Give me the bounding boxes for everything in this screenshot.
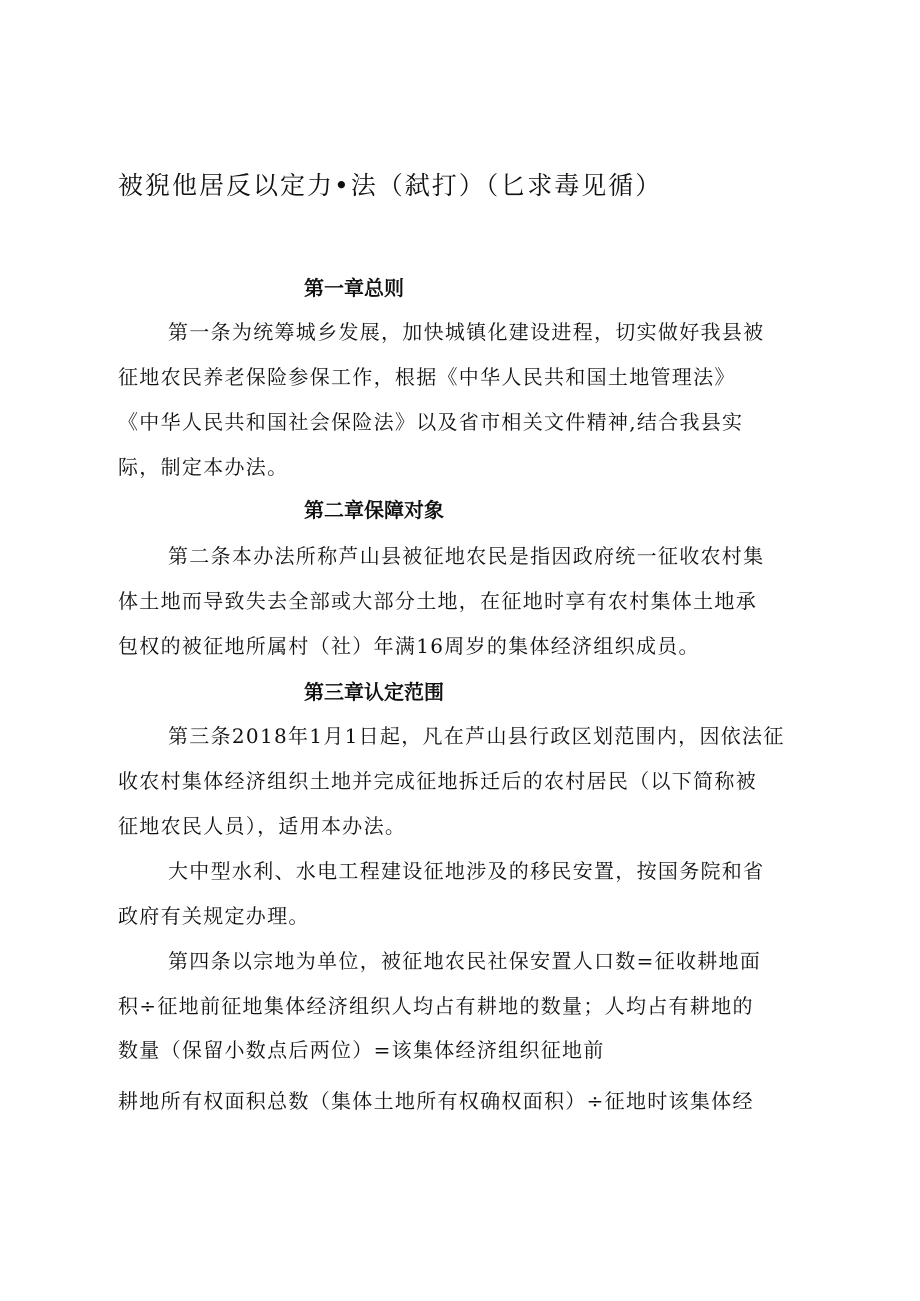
paragraph-line: 收农村集体经济组织土地并完成征地拆迁后的农村居民（以下简称被 [118, 769, 757, 793]
paragraph-line: 包权的被征地所属村（社）年满16周岁的集体经济组织成员。 [118, 634, 700, 658]
paragraph-line: 积÷征地前征地集体经济组织人均占有耕地的数量；人均占有耕地的 [118, 994, 754, 1018]
paragraph-line: 际，制定本办法。 [118, 455, 289, 479]
chapter-2-heading: 第二章保障对象 [304, 498, 444, 522]
paragraph-line: 体土地而导致失去全部或大部分土地，在征地时享有农村集体土地承 [118, 589, 757, 613]
paragraph-line: 征地农民人员），适用本办法。 [118, 814, 407, 838]
paragraph-line: 数量（保留小数点后两位）=该集体经济组织征地前 [118, 1038, 605, 1062]
paragraph-line: 《中华人民共和国社会保险法》以及省市相关文件精神,结合我县实 [118, 410, 744, 434]
chapter-1-heading: 第一章总则 [304, 276, 404, 300]
paragraph-line: 第二条本办法所称芦山县被征地农民是指因政府统一征收农村集 [168, 544, 765, 568]
paragraph-line: 耕地所有权面积总数（集体土地所有权确权面积）÷征地时该集体经 [118, 1089, 754, 1113]
paragraph-line: 第三条2018年1月1日起，凡在芦山县行政区划范围内，因依法征 [168, 724, 785, 748]
paragraph-line: 政府有关规定办理。 [118, 904, 310, 928]
paragraph-line: 第四条以宗地为单位，被征地农民社保安置人口数=征收耕地面 [168, 949, 762, 973]
paragraph-line: 征地农民养老保险参保工作，根据《中华人民共和国土地管理法》 [118, 365, 736, 389]
chapter-3-heading: 第三章认定范围 [304, 680, 444, 704]
document-title: 被猊他居反以定力•法（弑打）（匕求毒见循） [118, 171, 663, 200]
paragraph-line: 大中型水利、水电工程建设征地涉及的移民安置，按国务院和省 [168, 859, 765, 883]
paragraph-line: 第一条为统筹城乡发展，加快城镇化建设进程，切实做好我县被 [168, 320, 765, 344]
